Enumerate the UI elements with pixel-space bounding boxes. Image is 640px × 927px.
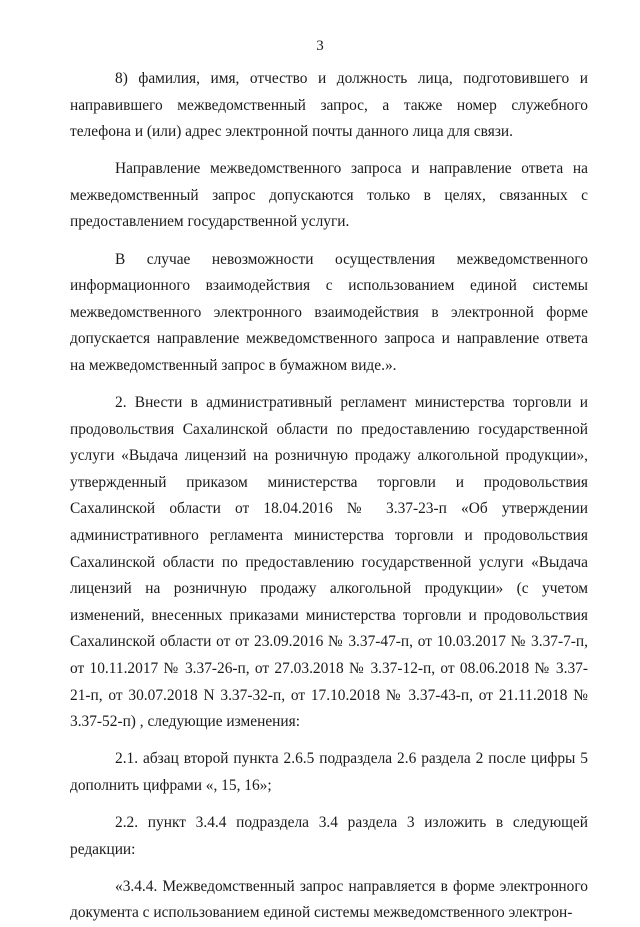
- page-number: 3: [316, 38, 324, 54]
- paragraph-item-2-1: 2.1. абзац второй пункта 2.6.5 подраздела 2.6 раздела 2 после цифры 5 дополнить цифрами «, 15, 16»;: [70, 750, 588, 794]
- paragraph-item-2-2: 2.2. пункт 3.4.4 подраздела 3.4 раздела 3 изложить в следующей редакции:: [70, 813, 588, 858]
- paragraph-paper-form: В случае невозможности осуществления межведомственного информационного взаимодействия с использованием единой системы межведомственного электронного взаимодействия в электронной форме допускается направление межведомственного запроса и направление ответа на межведомственный запрос в бумажном виде.».: [70, 250, 588, 374]
- paragraph-item-3-4-4: «3.4.4. Межведомственный запрос направляется в форме электронного документа с использованием единой системы межведомственного электрон-: [70, 877, 588, 922]
- paragraph-item-2: 2. Внести в административный регламент министерства торговли и продовольствия Сахалинской области по предоставлению государственной услуги «Выдача лицензий на розничную продажу алкогольной продукции», утвержденный приказом министерства торговли и продовольствия Сахалинской области от 18.04.2016 № 3.37-23-п «Об утверждении административного регламента министерства торговли и продовольствия Сахалинской области по предоставлению государственной услуги «Выдача лицензий на розничную продажу алкогольной продукции» (с учетом изменений, внесенных приказами министерства торговли и продовольствия Сахалинской области от от 23.09.2016 № 3.37-47-п, от 10.03.2017 № 3.37-7-п, от 10.11.2017 № 3.37-26-п, от 27.03.2018 № 3.37-12-п, от 08.06.2018 № 3.37-21-п, от 30.07.2018 N 3.37-32-п, от 17.10.2018 № 3.37-43-п, от 21.11.2018 № 3.37-52-п) , следующие изменения:: [70, 394, 588, 731]
- paragraph-requester-details: 8) фамилия, имя, отчество и должность лица, подготовившего и направившего межведомственный запрос, а также номер служебного телефона и (или) адрес электронной почты данного лица для связи.: [70, 70, 588, 141]
- paragraph-purpose-limitation: Направление межведомственного запроса и направление ответа на межведомственный запрос допускаются только в целях, связанных с предоставлением государственной услуги.: [70, 160, 588, 231]
- document-body: [70, 66, 588, 927]
